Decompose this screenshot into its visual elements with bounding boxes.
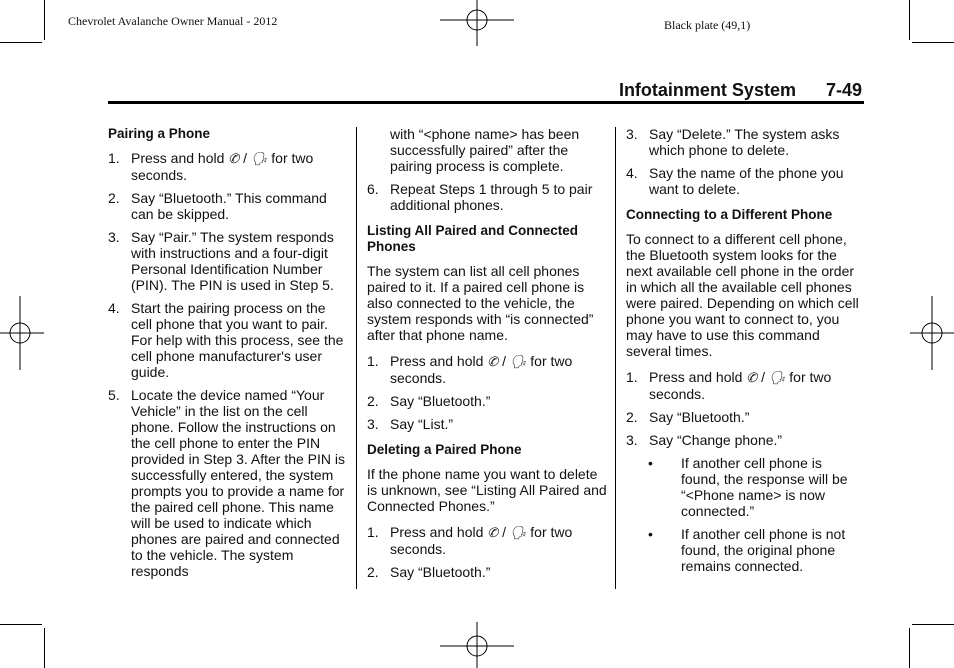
list-item-continued: with “<phone name> has been successfully paired” after the pairing process is complete. — [390, 126, 580, 174]
voice-icon: 🗣 — [509, 525, 527, 540]
section-title: Infotainment System — [618, 80, 796, 100]
bullet-item: • If another cell phone is found, the response will be “<Phone name> is now connected.” — [648, 455, 848, 519]
paragraph-deleting: If the phone name you want to delete is unknown, see “Listing All Paired and Connected Phones.” — [367, 466, 607, 514]
registration-mark-top — [440, 0, 514, 46]
heading-pairing: Pairing a Phone — [108, 126, 211, 141]
phone-icon: ✆ — [228, 151, 240, 166]
voice-icon: 🗣 — [250, 151, 268, 166]
page-number: 7-49 — [825, 80, 862, 100]
column-3 — [626, 126, 864, 581]
header-rule — [108, 101, 864, 104]
list-item: 2. Say “Bluetooth.” — [367, 564, 491, 580]
phone-icon: ✆ — [487, 525, 499, 540]
list-item: 2. Say “Bluetooth.” This command can be skipped. — [108, 190, 327, 222]
list-item: 4. Say the name of the phone you want to delete. — [626, 165, 844, 197]
heading-deleting: Deleting a Paired Phone — [367, 442, 522, 457]
paragraph-connecting: To connect to a different cell phone, the Bluetooth system looks for the next available cell phone in the order in which all the available cell phones were paired. Depending on which cell phone you want to connect to, you may have to use this command several times. — [626, 231, 859, 359]
plate-label: Black plate (49,1) — [664, 18, 751, 32]
manual-title: Chevrolet Avalanche Owner Manual - 2012 — [68, 14, 278, 28]
voice-icon: 🗣 — [768, 370, 786, 385]
column-1 — [108, 126, 348, 586]
list-item: 3. Say “Change phone.” — [626, 432, 783, 448]
list-item: 2. Say “Bluetooth.” — [367, 393, 491, 409]
column-divider — [615, 127, 616, 589]
column-2 — [367, 126, 609, 587]
section-header — [619, 80, 862, 101]
list-item: 5. Locate the device named “Your Vehicle” in the list on the cell phone. Follow the instructions on the cell phone to enter the PIN provided in Step 3. After the PIN is successfully entered, the system prompts you to provide a name for the paired cell phone. This name will be used to indicate which phones are paired and connected to the vehicle. The system responds — [108, 387, 346, 579]
list-item: 6. Repeat Steps 1 through 5 to pair additional phones. — [367, 181, 593, 213]
column-divider — [356, 127, 357, 589]
list-item: 1. Press and hold ✆ / 🗣 for two seconds. — [367, 353, 573, 386]
list-item — [108, 150, 348, 183]
paragraph-listing: The system can list all cell phones paired to it. If a paired cell phone is also connected to the vehicle, the system responds with “is connected” after that phone name. — [367, 263, 594, 343]
step-number: 1. — [108, 150, 120, 166]
heading-connecting: Connecting to a Different Phone — [626, 207, 833, 222]
list-item: 4. Start the pairing process on the cell phone that you want to pair. For help with this process, see the cell phone manufacturer's user guide. — [108, 300, 344, 380]
registration-mark-left — [0, 296, 44, 370]
list-item: 3. Say “List.” — [367, 416, 454, 432]
voice-icon: 🗣 — [509, 354, 527, 369]
list-item: 1. Press and hold ✆ / 🗣 for two seconds. — [367, 524, 573, 557]
heading-listing: Listing All Paired and Connected Phones — [367, 223, 579, 254]
phone-icon: ✆ — [487, 354, 499, 369]
phone-icon: ✆ — [746, 370, 758, 385]
list-item: 3. Say “Pair.” The system responds with instructions and a four-digit Personal Identification Number (PIN). The PIN is used in Step 5. — [108, 229, 334, 293]
list-item: 2. Say “Bluetooth.” — [626, 409, 750, 425]
list-item: 1. Press and hold ✆ / 🗣 for two seconds. — [626, 369, 832, 402]
registration-mark-bottom — [440, 622, 514, 668]
registration-mark-right — [910, 296, 954, 370]
list-item: 3. Say “Delete.” The system asks which phone to delete. — [626, 126, 840, 158]
bullet-item: • If another cell phone is not found, the original phone remains connected. — [648, 526, 846, 574]
step-text: Press and hold ✆ / 🗣 for two seconds. — [131, 150, 314, 183]
